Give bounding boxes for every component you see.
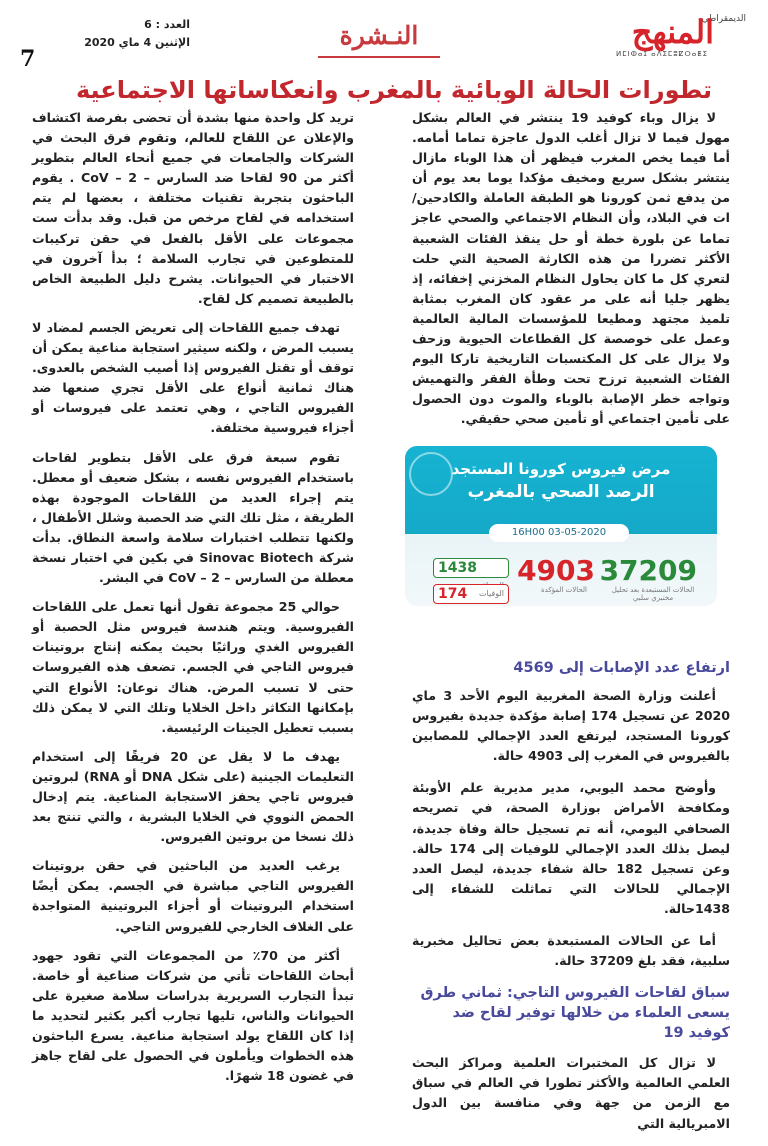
intro-paragraph: لا يزال وباء كوفيد 19 ينتشر في العالم بشكل مهول فيما لا تزال أغلب الدول عاجزة تماما أمامه. أما فيما يخص المغرب فيظهر أن هذا الوباء مازال ينتشر بشكل سريع ومخيف مؤكدا يوما بعد يوم أن من يدفع ثمن كورونا هو الطبقة العاملة والكادحين/ات في البلاد، وأن النظام الاجتماعي والصحي عاجز تماما عن بلورة خطة أو حل ينقذ الفئات الشعبية الأكثر تضررا من هذه الكارثة الصحية التي حلت لتعري كل ما كان يحاول النظام المخزني إخفائه، إذ يظهر جليا أنه على مر عقود كان المغرب بمثابة تلميذ مجتهد ومطيعا للمؤسسات المالية العالمية وعمل على خوصصة كل القطاعات الحيوية وزحف ولا يزال على كل المكتسبات التاريخية تاركا اليوم الفئات الشعبية ترزح تحت وطأة الفقر والتهميش وتواجه خطر الإصابة بالوباء والموت دون الحصول على تأمين اجتماعي أو تأمين صحي حقيقي. xyxy=(412,110,730,427)
cases-paragraph-3: أما عن الحالات المستبعدة بعض تحاليل مخبرية سلبية، فقد بلغ 37209 حالة. xyxy=(412,933,730,969)
lower-right-column xyxy=(412,658,730,1146)
vaccine-paragraph-7: يرغب العديد من الباحثين في حقن بروتينات الفيروس التاجي مباشرة في الجسم. يمكن أيضًا استخدام البروتينات أو أجزاء البروتينية المتواجدة على الغلاف الخارجي للفيروس التاجي. xyxy=(32,858,354,934)
right-column xyxy=(412,108,730,444)
vaccines-paragraph-1: لا تزال كل المختبرات العلمية ومراكز البحث العلمي العالمية والأكثر تطورا في العالم في سباق مع الزمن من جهة وفي منافسة بين الدول الامبريالية التي xyxy=(412,1055,730,1131)
vaccine-paragraph-4: تقوم سبعة فرق على الأقل بتطوير لقاحات باستخدام الفيروس نفسه ، بشكل ضعيف أو معطل. يتم إجراء العديد من اللقاحات الموجودة بهذه الطريقة ، مثل تلك التي ضد الحصبة وشلل الأطفال ، ولكنها تتطلب اختبارات سلامة واسعة النطاق. بدأت شركة Sinovac Biotech في بكين في اختبار نسخة معطلة من السارس – 2 – CoV في البشر. xyxy=(32,449,354,586)
cases-paragraph-2: وأوضح محمد اليوبي، مدير مديرية علم الأوبئة ومكافحة الأمراض بوزارة الصحة، في تصريحه الصحافي اليومي، أنه تم تسجيل حالة وفاة جديدة، ليصل بذلك العدد الإجمالي للوفيات إلى 174 حالة. وعن تسجيل 182 حالة شفاء جديدة، ليصل العدد الإجمالي للحالات التي تماثلت للشفاء إلى 1438حالة. xyxy=(412,780,730,916)
cases-paragraph-1: أعلنت وزارة الصحة المغربية اليوم الأحد 3 ماي 2020 عن تسجيل 174 إصابة مؤكدة جديدة بفيروس كورونا المستجد، ليرتفع العدد الإجمالي للمصابين بالفيروس في المغرب إلى 4903 حالة. xyxy=(412,688,730,764)
logo-text: المنهج xyxy=(631,13,714,51)
section-banner xyxy=(318,18,440,58)
logo-latin-text: ⵍⵎⵏⵀⴰⵊ ⴰⴷⵉⵎⵓⵇⵔⴰⵟⵉ xyxy=(616,50,708,58)
article-headline: تطورات الحالة الوبائية بالمغرب وانعكاساتها الاجتماعية xyxy=(75,76,713,104)
left-column xyxy=(32,108,354,1095)
issue-info xyxy=(70,16,190,52)
page-number: 7 xyxy=(20,46,36,72)
covid-infographic xyxy=(405,446,717,606)
vaccine-paragraph-6: يهدف ما لا يقل عن 20 فريقًا إلى استخدام التعليمات الجينية (على شكل DNA أو RNA) لبروتين فيروس تاجي يحفز الاستجابة المناعية. يتم إدخال الحمض النووي في الخلايا البشرية ، والتي تنتج بعد ذلك نسخا من بروتين الفيروس. xyxy=(32,748,354,845)
issue-number: العدد : 6 xyxy=(144,18,190,31)
infographic-subtitle: الرصد الصحي بالمغرب xyxy=(467,482,655,502)
logo-subtitle: الديمقراطي xyxy=(701,14,746,24)
infographic-time: 16H00 03-05-2020 xyxy=(489,524,629,542)
newspaper-logo xyxy=(598,12,748,60)
recovered-box xyxy=(433,558,509,578)
subheading-cases: ارتفاع عدد الإصابات إلى 4569 xyxy=(513,660,730,676)
deaths-box xyxy=(433,584,509,604)
vaccine-paragraph-2: تريد كل واحدة منها بشدة أن تحضى بفرصة اكتشاف والإعلان عن اللقاح للعالم، وتقوم فرق البحث في الشركات والجامعات في جميع أنحاء العالم بتطوير أكثر من 90 لقاحا ضد السارس – 2 – CoV . يقوم الباحثون بتجربة تقنيات مختلفة ، بعضها لم يتم استخدامه في لقاح مرخص من قبل. وقد بدأت ست مجموعات على الأقل بالفعل في حقن تركيبات للمتطوعين في تجارب السلامة ؛ بدأ آخرون في الاختبار في الحيوانات. يشرح دليل الطبيعة الخاص بالطبيعة تصميم كل لقاح. xyxy=(32,110,354,306)
recovered-count: 1438 xyxy=(438,560,477,576)
vaccine-paragraph-8: أكثر من 70٪ من المجموعات التي تقود جهود أبحاث اللقاحات تأتي من شركات صناعية أو خاصة. تبدأ التجارب السريرية بدراسات سلامة صغيرة على الحيوانات والناس، تليها تجارب أكبر بكثير لتحديد ما إذا كان اللقاح يولد استجابة مناعية. يسرع الباحثون هذه الخطوات ويأملون في الحصول على لقاح جاهز في غضون 18 شهرًا. xyxy=(32,947,354,1084)
excluded-label: الحالات المستبعدة بعد تحليل مختبري سلبي xyxy=(611,586,695,602)
vaccine-paragraph-5: حوالي 25 مجموعة تقول أنها تعمل على اللقاحات الفيروسية. ويتم هندسة فيروس مثل الحصبة أو الفيروس الغدي وراثيًا بحيث يمكنه إنتاج بروتينات فيروس التاجي في الجسم. تضعف هذه الفيروسات حتى لا تسبب المرض. هناك نوعان: الأنواع التي بإمكانها التكاثر داخل الخلايا وتلك التي لا يمكن ذلك بسبب تعطيل الجينات الرئيسية. xyxy=(32,599,354,735)
deaths-count: 174 xyxy=(438,586,468,602)
excluded-count: 37209 xyxy=(599,554,697,587)
confirmed-label: الحالات المؤكدة xyxy=(541,586,587,594)
vaccine-paragraph-3: تهدف جميع اللقاحات إلى تعريض الجسم لمضاد لا يسبب المرض ، ولكنه سيثير استجابة مناعية يمكن أن توقف أو تقتل الفيروس إذا أصيب الشخص بالعدوى. هناك ثمانية أنواع على الأقل تجري صنعها ضد الفيروس التاجي ، وهي تعتمد على فيروسات أو أجزاء فيروسية مختلفة. xyxy=(32,319,354,436)
issue-date: الإثنين 4 ماي 2020 xyxy=(84,36,190,49)
deaths-label: الوفيات xyxy=(479,589,504,598)
confirmed-count: 4903 xyxy=(517,554,595,587)
infographic-title: مرض فيروس كورونا المستجد xyxy=(451,460,671,478)
section-title: النـشرة xyxy=(339,21,419,50)
subheading-vaccines: سباق لقاحات الفيروس التاجي: ثماني طرق يسعى العلماء من خلالها توفير لقاح ضد كوفيد 19 xyxy=(420,985,730,1042)
masthead xyxy=(0,10,768,70)
